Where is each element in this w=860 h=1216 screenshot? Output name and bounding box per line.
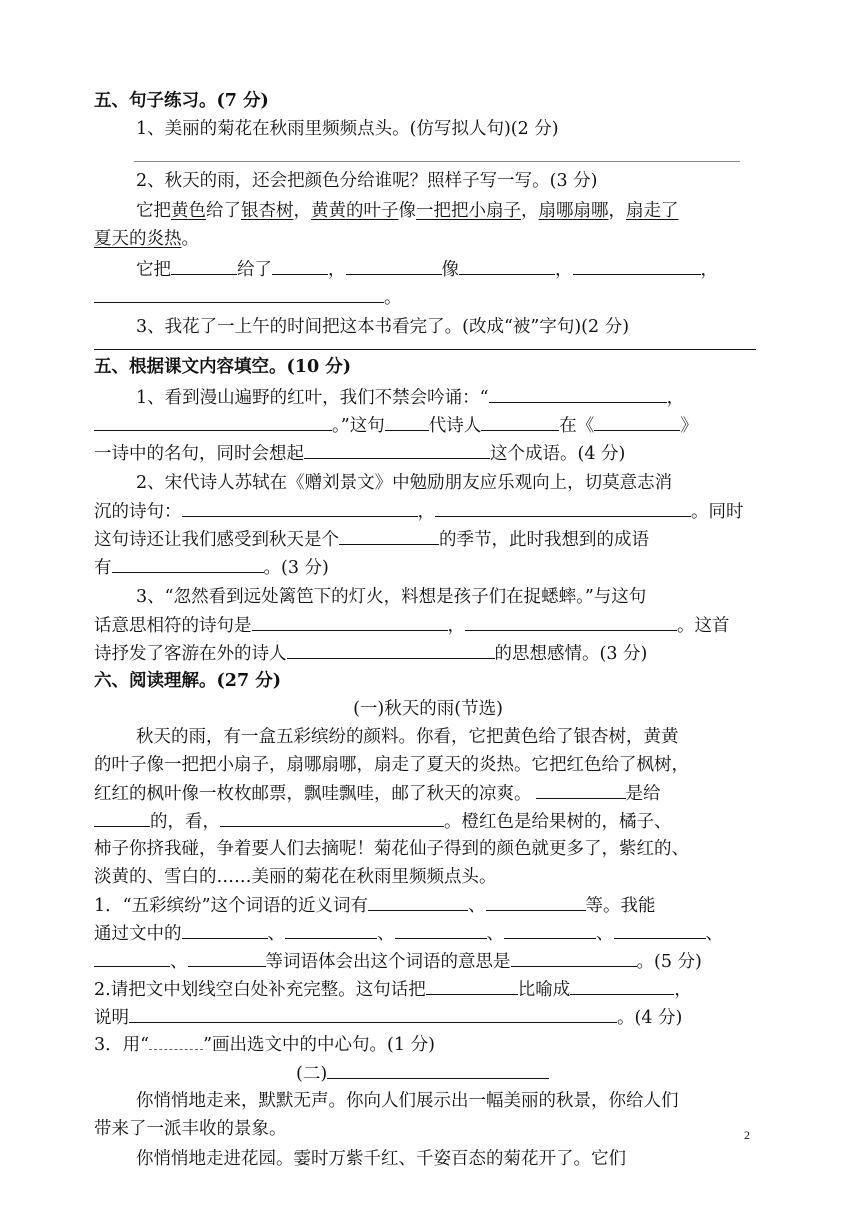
reading-q1-line1 — [94, 890, 762, 920]
passage-1-line — [94, 778, 762, 808]
passage-1-line — [94, 806, 762, 836]
question-text: 、 — [486, 924, 504, 944]
question-text: 、 — [705, 924, 723, 944]
example-text: ， — [293, 201, 311, 221]
passage-2-title — [94, 1058, 860, 1088]
fill-text: 给了 — [237, 260, 272, 280]
blank[interactable] — [426, 974, 518, 995]
blank[interactable] — [129, 1002, 617, 1023]
question-text: 、 — [377, 924, 395, 944]
question-text: 2.请把文中划线空白处补充完整。这句话把 — [94, 980, 426, 1000]
blank[interactable] — [94, 806, 150, 827]
blank[interactable] — [94, 282, 384, 303]
fill-text: 。(3 分) — [263, 558, 329, 578]
blank[interactable] — [573, 254, 701, 275]
fill-text: 的思想感情。(3 分) — [494, 644, 648, 664]
blank[interactable] — [287, 638, 495, 659]
passage-2-label: (二) — [296, 1064, 328, 1084]
fill-text: ， — [666, 388, 685, 408]
question-3-passive: 3、我花了一上午的时间把这本书看完了。(改成“被”字句)(2 分) — [136, 317, 630, 337]
section-title-sentence-practice: 五、句子练习。(7 分) — [94, 91, 269, 111]
reading-q2-line1 — [94, 974, 762, 1004]
blank[interactable] — [489, 382, 667, 403]
passage-2-title-blank[interactable] — [327, 1058, 549, 1079]
question-2-color: 2、秋天的雨，还会把颜色分给谁呢？照样子写一写。(3 分) — [136, 171, 598, 191]
passage-1-line: 柿子你挤我碰，争着要人们去摘呢！菊花仙子得到的颜色就更多了，紫红的、 — [94, 839, 689, 859]
fill-text: 1、看到漫山遍野的红叶，我们不禁会吟诵：“ — [136, 388, 489, 408]
fill-line-7 — [94, 552, 762, 582]
fill-text: ， — [700, 260, 718, 280]
passage-2-line: 你悄悄地走来，默默无声。你向人们展示出一幅美丽的秋景，你给人们 — [136, 1091, 679, 1111]
question-text: 1．“五彩缤纷”这个词语的近义词有 — [94, 896, 369, 916]
question-text: 、 — [267, 924, 285, 944]
fill-text: 。”这句 — [332, 416, 385, 436]
fill-line-3 — [94, 438, 762, 468]
passage-1-title: (一)秋天的雨(节选) — [353, 699, 503, 719]
reading-q2-line2 — [94, 1002, 762, 1032]
fill-text: 的季节，此时我想到的成语 — [439, 530, 649, 550]
blank[interactable] — [511, 946, 637, 967]
fill-line-10 — [94, 638, 762, 668]
page-number: 2 — [744, 1128, 750, 1142]
fill-text: 一诗中的名句，同时会想起 — [94, 444, 304, 464]
blank[interactable] — [481, 410, 559, 431]
example-text: 给了 — [206, 201, 241, 221]
fill-text: 代诗人 — [428, 416, 482, 436]
fill-sentence-line1 — [94, 254, 804, 284]
blank[interactable] — [594, 410, 680, 431]
blank[interactable] — [536, 778, 626, 799]
fill-text: 这个成语。(4 分) — [490, 444, 626, 464]
passage-2-line: 你悄悄地走进花园。霎时万紫千红、千姿百态的菊花开了。它们 — [136, 1149, 626, 1169]
blank[interactable] — [171, 254, 237, 275]
example-sentence-line2 — [94, 224, 762, 254]
blank[interactable] — [465, 610, 677, 631]
question-text: 、 — [170, 952, 188, 972]
fill-text: ， — [447, 616, 465, 636]
fill-text: 这句诗还让我们感受到秋天是个 — [94, 530, 339, 550]
blank[interactable] — [368, 890, 468, 911]
passage-1-line: 秋天的雨，有一盒五彩缤纷的颜料。你看，它把黄色给了银杏树，黄黄 — [136, 727, 679, 747]
blank[interactable] — [346, 254, 442, 275]
blank[interactable] — [614, 918, 706, 939]
example-underlined: 黄黄的叶子 — [311, 201, 399, 221]
question-text: 比喻成 — [517, 980, 571, 1000]
reading-q1-line2 — [94, 918, 762, 948]
fill-line-1 — [94, 382, 804, 412]
question-text: 。(4 分) — [617, 1008, 683, 1028]
example-underlined: 银杏树 — [241, 201, 294, 221]
fill-line-2 — [94, 410, 762, 440]
fill-text: 诗抒发了客游在外的诗人 — [94, 644, 287, 664]
fill-text: 在《 — [559, 416, 595, 436]
passage-text: 。橙红色是给果树的，橘子、 — [444, 812, 672, 832]
blank[interactable] — [504, 918, 596, 939]
example-underlined: 扇走了 — [626, 201, 679, 221]
blank[interactable] — [188, 946, 266, 967]
fill-text: 有 — [94, 558, 112, 578]
fill-text: 像 — [441, 260, 459, 280]
question-1-personification: 1、美丽的菊花在秋雨里频频点头。(仿写拟人句)(2 分) — [136, 119, 559, 139]
blank[interactable] — [182, 496, 418, 517]
blank[interactable] — [486, 890, 586, 911]
blank[interactable] — [385, 410, 429, 431]
blank[interactable] — [220, 806, 444, 827]
question-text: 等词语体会出这个词语的意思是 — [265, 952, 511, 972]
fill-text: 。同时 — [691, 502, 744, 522]
passage-text: 是给 — [625, 784, 661, 804]
blank[interactable] — [304, 438, 490, 459]
fill-text: 》 — [680, 416, 698, 436]
example-text: ， — [608, 201, 626, 221]
question-text: 。(5 分) — [636, 952, 702, 972]
blank[interactable] — [570, 974, 674, 995]
question-text: 3．用“ — [94, 1035, 150, 1055]
blank[interactable] — [285, 918, 377, 939]
fill-text: ， — [555, 260, 573, 280]
fill-line-9 — [94, 610, 762, 640]
question-text: 通过文中的 — [94, 924, 182, 944]
fill-line-6 — [94, 524, 762, 554]
fill-line-5 — [94, 496, 762, 526]
example-underlined: 扇哪扇哪 — [538, 201, 609, 221]
fill-text: 。 — [384, 288, 402, 308]
example-underlined: 黄色 — [171, 201, 206, 221]
passage-1-line: 的叶子像一把把小扇子，扇哪扇哪，扇走了夏天的炎热。它把红色给了枫树， — [94, 755, 689, 775]
blank[interactable] — [272, 254, 328, 275]
passage-2-line: 带来了一派丰收的景象。 — [94, 1119, 287, 1139]
reading-q3 — [94, 1030, 762, 1060]
example-text: 它把 — [136, 201, 171, 221]
question-text: ”画出选文中的中心句。(1 分) — [203, 1035, 435, 1055]
example-text: ， — [521, 201, 539, 221]
example-text: 。 — [181, 229, 199, 249]
question-text: ， — [674, 980, 692, 1000]
blank[interactable] — [112, 552, 264, 573]
passage-text: 红红的枫叶像一枚枚邮票，飘哇飘哇，邮了秋天的凉爽。 — [94, 784, 532, 804]
fill-text: 话意思相符的诗句是 — [94, 616, 252, 636]
blank[interactable] — [459, 254, 555, 275]
question-text: 、 — [468, 896, 486, 916]
fill-line-8: 3、“忽然看到远处篱笆下的灯火，料想是孩子们在捉蟋蟀。”与这句 — [136, 587, 647, 607]
question-text: 、 — [596, 924, 614, 944]
blank[interactable] — [94, 946, 170, 967]
fill-line-4: 2、宋代诗人苏轼在《赠刘景文》中勉励朋友应乐观向上，切莫意志消 — [136, 473, 673, 493]
blank[interactable] — [182, 918, 268, 939]
fill-text: ， — [417, 502, 435, 522]
fill-text: 它把 — [136, 260, 171, 280]
fill-text: 沉的诗句： — [94, 502, 182, 522]
blank[interactable] — [435, 496, 691, 517]
passage-1-line: 淡黄的、雪白的……美丽的菊花在秋雨里频频点头。 — [94, 867, 497, 887]
question-text: 等。我能 — [585, 896, 656, 916]
fill-text: ， — [328, 260, 346, 280]
passage-text: 的，看， — [150, 812, 220, 832]
section-title-fill-in: 五、根据课文内容填空。(10 分) — [94, 357, 352, 377]
answer-line-q1[interactable] — [134, 161, 740, 162]
blank[interactable] — [339, 524, 439, 545]
fill-text: 。这首 — [677, 616, 730, 636]
question-text: 说明 — [94, 1008, 129, 1028]
example-sentence-line1 — [94, 196, 804, 226]
section-title-reading: 六、阅读理解。(27 分) — [94, 671, 282, 691]
reading-q1-line3 — [94, 946, 762, 976]
fill-sentence-line2 — [94, 282, 762, 312]
wavy-line-mark — [149, 1035, 203, 1050]
blank[interactable] — [94, 410, 332, 431]
example-underlined: 一把把小扇子 — [416, 201, 521, 221]
example-text: 像 — [398, 201, 416, 221]
answer-line-q3[interactable] — [94, 349, 756, 350]
blank[interactable] — [395, 918, 487, 939]
example-underlined: 夏天的炎热 — [94, 229, 182, 249]
blank[interactable] — [252, 610, 448, 631]
